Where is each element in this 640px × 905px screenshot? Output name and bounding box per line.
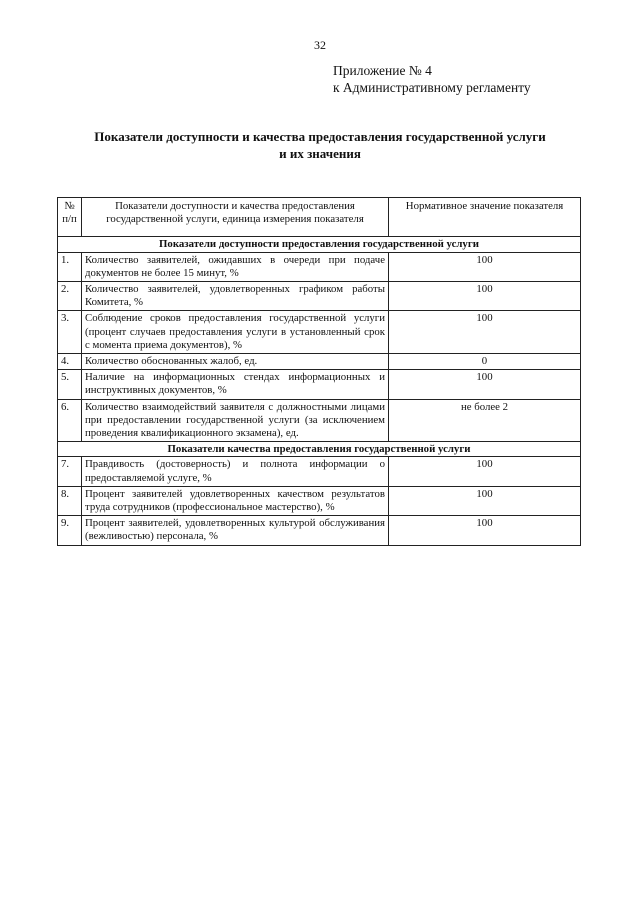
page-number: 32 xyxy=(314,38,326,52)
row-num: 9. xyxy=(58,516,82,545)
row-name: Процент заявителей удовлетворенных качеством результатов труда сотрудников (профессиональное мастерство), % xyxy=(82,486,389,515)
table-row xyxy=(58,252,581,281)
row-name: Количество заявителей, удовлетворенных графиком работы Комитета, % xyxy=(82,282,389,311)
header-num: № п/п xyxy=(58,198,82,237)
header-value: Нормативное значение показателя xyxy=(389,198,581,237)
row-name: Процент заявителей, удовлетворенных культурой обслуживания (вежливостью) персонала, % xyxy=(82,516,389,545)
table-header-row xyxy=(58,198,581,237)
section-row-availability xyxy=(58,237,581,252)
row-num: 8. xyxy=(58,486,82,515)
row-value: 100 xyxy=(389,516,581,545)
header-name: Показатели доступности и качества предоставления государственной услуги, единица измерения показателя xyxy=(82,198,389,237)
table-row xyxy=(58,516,581,545)
section-title: Показатели доступности предоставления государственной услуги xyxy=(58,237,581,252)
indicators-table xyxy=(57,197,581,546)
row-num: 3. xyxy=(58,311,82,354)
table-row xyxy=(58,457,581,486)
row-num: 2. xyxy=(58,282,82,311)
title-line-2: и их значения xyxy=(279,146,361,161)
row-num: 7. xyxy=(58,457,82,486)
table-row xyxy=(58,282,581,311)
row-value: 100 xyxy=(389,370,581,399)
row-name: Правдивость (достоверность) и полнота информации о предоставляемой услуге, % xyxy=(82,457,389,486)
row-num: 6. xyxy=(58,399,82,442)
row-name: Наличие на информационных стендах информационных и инструктивных документов, % xyxy=(82,370,389,399)
row-num: 5. xyxy=(58,370,82,399)
row-value: 100 xyxy=(389,311,581,354)
row-value: не более 2 xyxy=(389,399,581,442)
section-title: Показатели качества предоставления государственной услуги xyxy=(58,442,581,457)
section-row-quality xyxy=(58,442,581,457)
row-num: 4. xyxy=(58,354,82,370)
table-row xyxy=(58,399,581,442)
table-row xyxy=(58,370,581,399)
title-line-1: Показатели доступности и качества предоставления государственной услуги xyxy=(94,129,546,144)
row-value: 0 xyxy=(389,354,581,370)
row-num: 1. xyxy=(58,252,82,281)
row-value: 100 xyxy=(389,457,581,486)
appendix-line-2: к Административному регламенту xyxy=(333,80,531,95)
row-name: Соблюдение сроков предоставления государственной услуги (процент случаев предоставления услуги в установленный срок с момента приема документов), % xyxy=(82,311,389,354)
appendix-heading xyxy=(333,62,531,96)
row-value: 100 xyxy=(389,282,581,311)
table-row xyxy=(58,354,581,370)
table-row xyxy=(58,486,581,515)
appendix-line-1: Приложение № 4 xyxy=(333,63,432,78)
document-title xyxy=(40,128,600,162)
row-name: Количество заявителей, ожидавших в очереди при подаче документов не более 15 минут, % xyxy=(82,252,389,281)
row-name: Количество обоснованных жалоб, ед. xyxy=(82,354,389,370)
row-value: 100 xyxy=(389,252,581,281)
table-row xyxy=(58,311,581,354)
row-value: 100 xyxy=(389,486,581,515)
row-name: Количество взаимодействий заявителя с должностными лицами при предоставлении государственной услуги (за исключением проведения квалификационного экзамена), ед. xyxy=(82,399,389,442)
